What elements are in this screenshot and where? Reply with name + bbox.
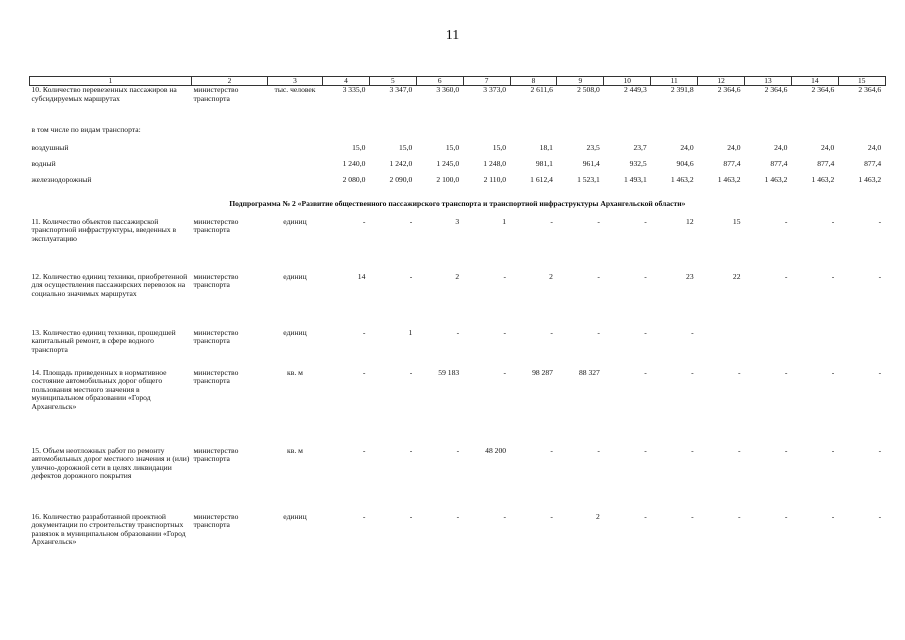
value-cell: 1 493,1 xyxy=(623,174,647,184)
unit-cell: тыс. человек xyxy=(274,85,316,94)
value-cell: 877,4 xyxy=(817,158,835,168)
value-cell: 1 612,4 xyxy=(530,174,553,184)
value-cell: 877,4 xyxy=(864,158,882,168)
value-cell: 2 110,0 xyxy=(483,174,507,184)
value-cell: - xyxy=(503,327,507,337)
unit-cell: единиц xyxy=(283,216,307,226)
value-cell: 23,5 xyxy=(586,142,600,152)
value-cell: - xyxy=(550,445,553,455)
value-cell: - xyxy=(784,216,788,226)
value-cell: - xyxy=(878,367,882,377)
value-cell: 15 xyxy=(732,216,741,226)
text-cell: воздушный xyxy=(31,142,69,152)
value-cell: 2 080,0 xyxy=(342,174,366,184)
value-cell: - xyxy=(784,271,788,281)
value-cell: - xyxy=(831,511,835,521)
value-cell: - xyxy=(550,216,553,226)
value-cell: 2 611,6 xyxy=(530,85,553,94)
value-cell: 15,0 xyxy=(398,142,413,152)
table-row xyxy=(30,513,886,579)
text-cell: министерство транспорта xyxy=(193,511,239,530)
value-cell: - xyxy=(597,327,600,337)
value-cell: 3 373,0 xyxy=(483,85,507,94)
value-cell: 88 327 xyxy=(578,367,600,377)
text-cell: 10. Количество перевезенных пассажиров на субсидируемых маршрутах xyxy=(31,85,177,103)
unit-cell xyxy=(268,160,323,176)
header-cell: 13 xyxy=(745,77,792,86)
value-cell: 932,5 xyxy=(629,158,647,168)
value-cell xyxy=(745,126,792,144)
value-cell: - xyxy=(878,271,882,281)
value-cell: 904,6 xyxy=(676,158,694,168)
value-cell: 2 xyxy=(455,271,460,281)
header-cell: 15 xyxy=(838,77,885,86)
value-cell: - xyxy=(691,445,694,455)
value-cell: 981,1 xyxy=(535,158,553,168)
value-cell: - xyxy=(550,327,553,337)
value-cell: - xyxy=(409,445,413,455)
value-cell: 3 xyxy=(455,216,460,226)
value-cell: 2 xyxy=(549,271,553,281)
value-cell: 961,4 xyxy=(582,158,600,168)
unit-cell xyxy=(268,144,323,160)
header-cell: 11 xyxy=(651,77,698,86)
value-cell: 18,1 xyxy=(539,142,553,152)
value-cell: 24,0 xyxy=(680,142,694,152)
value-cell: 12 xyxy=(686,216,694,226)
value-cell: 2 449,3 xyxy=(623,85,647,94)
value-cell: - xyxy=(644,511,647,521)
value-cell: - xyxy=(737,445,741,455)
text-cell: 14. Площадь приведенных в нормативное состояние автомобильных дорог общего пользования местного значения в муниципальном образовании «Город Архангельск» xyxy=(31,367,167,411)
header-cell: 12 xyxy=(698,77,745,86)
value-cell: - xyxy=(691,367,694,377)
unit-cell: единиц xyxy=(283,271,307,281)
value-cell: 98 287 xyxy=(532,367,553,377)
value-cell xyxy=(838,329,885,369)
value-cell: 1 523,1 xyxy=(577,174,600,184)
value-cell: - xyxy=(409,216,413,226)
value-cell: 2 090,0 xyxy=(389,174,413,184)
value-cell: - xyxy=(456,327,460,337)
value-cell: - xyxy=(878,511,882,521)
header-cell: 4 xyxy=(323,77,370,86)
table-row xyxy=(30,369,886,447)
value-cell: - xyxy=(691,511,694,521)
value-cell: 2 100,0 xyxy=(436,174,460,184)
header-cell: 6 xyxy=(416,77,463,86)
table-row xyxy=(30,86,886,126)
value-cell xyxy=(510,126,557,144)
value-cell: - xyxy=(409,271,413,281)
header-cell: 3 xyxy=(268,77,323,86)
value-cell: - xyxy=(644,216,647,226)
value-cell: - xyxy=(362,216,366,226)
page-number: 11 xyxy=(445,28,460,43)
value-cell: 14 xyxy=(357,271,366,281)
text-cell: 12. Количество единиц техники, приобретенной для осуществления пассажирских перевозок на социально значимых маршрутах xyxy=(31,271,188,298)
text-cell: 13. Количество единиц техники, прошедшей капитальный ремонт, в сфере водного транспорта xyxy=(31,327,176,354)
value-cell: - xyxy=(503,511,507,521)
value-cell: 24,0 xyxy=(867,142,882,152)
value-cell: - xyxy=(456,445,460,455)
header-cell: 14 xyxy=(791,77,838,86)
value-cell: 48 200 xyxy=(485,445,507,455)
header-cell: 9 xyxy=(557,77,604,86)
value-cell: 24,0 xyxy=(821,142,835,152)
value-cell xyxy=(557,126,604,144)
value-cell: - xyxy=(503,271,507,281)
table-row xyxy=(30,176,886,194)
text-cell: министерство транспорта xyxy=(193,445,239,464)
value-cell: 1 463,2 xyxy=(811,174,835,184)
table-body xyxy=(30,86,886,579)
value-cell: - xyxy=(831,367,835,377)
text-cell: министерство транспорта xyxy=(193,367,239,386)
value-cell: 3 360,0 xyxy=(436,85,460,94)
value-cell xyxy=(791,126,838,144)
value-cell: 1 463,2 xyxy=(858,174,882,184)
value-cell: - xyxy=(362,511,366,521)
text-cell: министерство транспорта xyxy=(193,85,239,103)
text-cell xyxy=(192,144,268,160)
value-cell xyxy=(323,126,370,144)
value-cell: - xyxy=(456,511,460,521)
value-cell: - xyxy=(362,367,366,377)
value-cell: 1 463,2 xyxy=(717,174,741,184)
table-row xyxy=(30,218,886,273)
value-cell: 1 248,0 xyxy=(483,158,507,168)
value-cell xyxy=(463,126,510,144)
value-cell: 3 335,0 xyxy=(342,85,366,94)
header-cell: 2 xyxy=(192,77,268,86)
value-cell: 2 364,6 xyxy=(811,85,835,94)
value-cell: - xyxy=(644,367,647,377)
unit-cell: кв. м xyxy=(287,445,303,455)
table-row xyxy=(30,144,886,160)
value-cell: - xyxy=(784,445,788,455)
text-cell: 15. Объем неотложных работ по ремонту автомобильных дорог местного значения и (или) улично-дорожной сети в целях ликвидации дефектов дорожного покрытия xyxy=(31,445,190,481)
text-cell: водный xyxy=(31,158,56,168)
header-cell: 10 xyxy=(604,77,651,86)
text-cell: 16. Количество разработанной проектной документации по строительству транспортных развязок в муниципальном образовании «Город Архангельск» xyxy=(31,511,186,547)
value-cell: - xyxy=(831,271,835,281)
table-row xyxy=(30,329,886,369)
text-cell: министерство транспорта xyxy=(193,216,239,235)
value-cell: - xyxy=(831,445,835,455)
value-cell: 24,0 xyxy=(774,142,788,152)
value-cell: - xyxy=(597,445,600,455)
unit-cell: единиц xyxy=(283,511,307,521)
text-cell: в том числе по видам транспорта: xyxy=(31,124,141,134)
text-cell: 11. Количество объектов пассажирской транспортной инфраструктуры, введенных в эксплуатацию xyxy=(31,216,177,243)
value-cell: - xyxy=(644,327,647,337)
value-cell: - xyxy=(597,216,600,226)
value-cell: - xyxy=(691,327,694,337)
subprogram-row xyxy=(30,194,886,218)
unit-cell: кв. м xyxy=(287,367,303,377)
value-cell: 1 xyxy=(502,216,507,226)
unit-cell xyxy=(268,176,323,194)
value-cell: 15,0 xyxy=(492,142,507,152)
value-cell: 2 508,0 xyxy=(577,85,600,94)
table-row xyxy=(30,273,886,329)
value-cell xyxy=(698,126,745,144)
value-cell xyxy=(416,126,463,144)
value-cell: 877,4 xyxy=(723,158,741,168)
value-cell xyxy=(745,329,792,369)
value-cell: 1 463,2 xyxy=(764,174,788,184)
value-cell xyxy=(604,126,651,144)
value-cell: - xyxy=(878,445,882,455)
value-cell: - xyxy=(550,511,553,521)
unit-cell: единиц xyxy=(283,327,307,337)
value-cell: - xyxy=(597,271,600,281)
value-cell: - xyxy=(409,511,413,521)
value-cell: - xyxy=(784,511,788,521)
value-cell xyxy=(369,126,416,144)
value-cell: - xyxy=(878,216,882,226)
value-cell: - xyxy=(409,367,413,377)
value-cell: 23 xyxy=(686,271,694,281)
header-cell: 1 xyxy=(30,77,192,86)
value-cell: 1 xyxy=(408,327,413,337)
value-cell: 2 364,6 xyxy=(717,85,741,94)
value-cell xyxy=(791,329,838,369)
indicators-table xyxy=(29,76,886,579)
value-cell: 59 183 xyxy=(438,367,460,377)
value-cell: 2 364,6 xyxy=(858,85,882,94)
value-cell: 1 242,0 xyxy=(389,158,413,168)
value-cell: - xyxy=(737,367,741,377)
text-cell: министерство транспорта xyxy=(193,327,239,346)
table-row xyxy=(30,160,886,176)
value-cell: 23,7 xyxy=(633,142,647,152)
text-cell xyxy=(192,160,268,176)
value-cell: 22 xyxy=(732,271,741,281)
value-cell xyxy=(838,126,885,144)
unit-cell xyxy=(268,126,323,144)
value-cell xyxy=(698,329,745,369)
value-cell: - xyxy=(831,216,835,226)
value-cell: 1 245,0 xyxy=(436,158,460,168)
value-cell: 2 364,6 xyxy=(764,85,788,94)
value-cell: 877,4 xyxy=(770,158,788,168)
header-cell: 5 xyxy=(369,77,416,86)
value-cell: 2 391,8 xyxy=(670,85,694,94)
value-cell: 24,0 xyxy=(727,142,741,152)
value-cell: - xyxy=(784,367,788,377)
header-cell: 7 xyxy=(463,77,510,86)
subprogram-title: Подпрограмма № 2 «Развитие общественного пассажирского транспорта и транспортной инфраструктуры Архангельской области» xyxy=(229,198,686,208)
value-cell: - xyxy=(737,511,741,521)
value-cell: 1 240,0 xyxy=(342,158,366,168)
value-cell: 1 463,2 xyxy=(670,174,694,184)
value-cell: - xyxy=(644,445,647,455)
value-cell: - xyxy=(362,445,366,455)
value-cell: - xyxy=(362,327,366,337)
text-cell xyxy=(192,176,268,194)
value-cell: 15,0 xyxy=(352,142,366,152)
text-cell: железнодорожный xyxy=(31,174,92,184)
value-cell: 2 xyxy=(596,511,600,521)
value-cell xyxy=(651,126,698,144)
text-cell: министерство транспорта xyxy=(193,271,239,290)
text-cell xyxy=(192,126,268,144)
table-row xyxy=(30,126,886,144)
value-cell: 3 347,0 xyxy=(389,85,413,94)
table-row xyxy=(30,447,886,513)
value-cell: - xyxy=(503,367,507,377)
value-cell: - xyxy=(644,271,647,281)
value-cell: 15,0 xyxy=(445,142,460,152)
header-cell: 8 xyxy=(510,77,557,86)
